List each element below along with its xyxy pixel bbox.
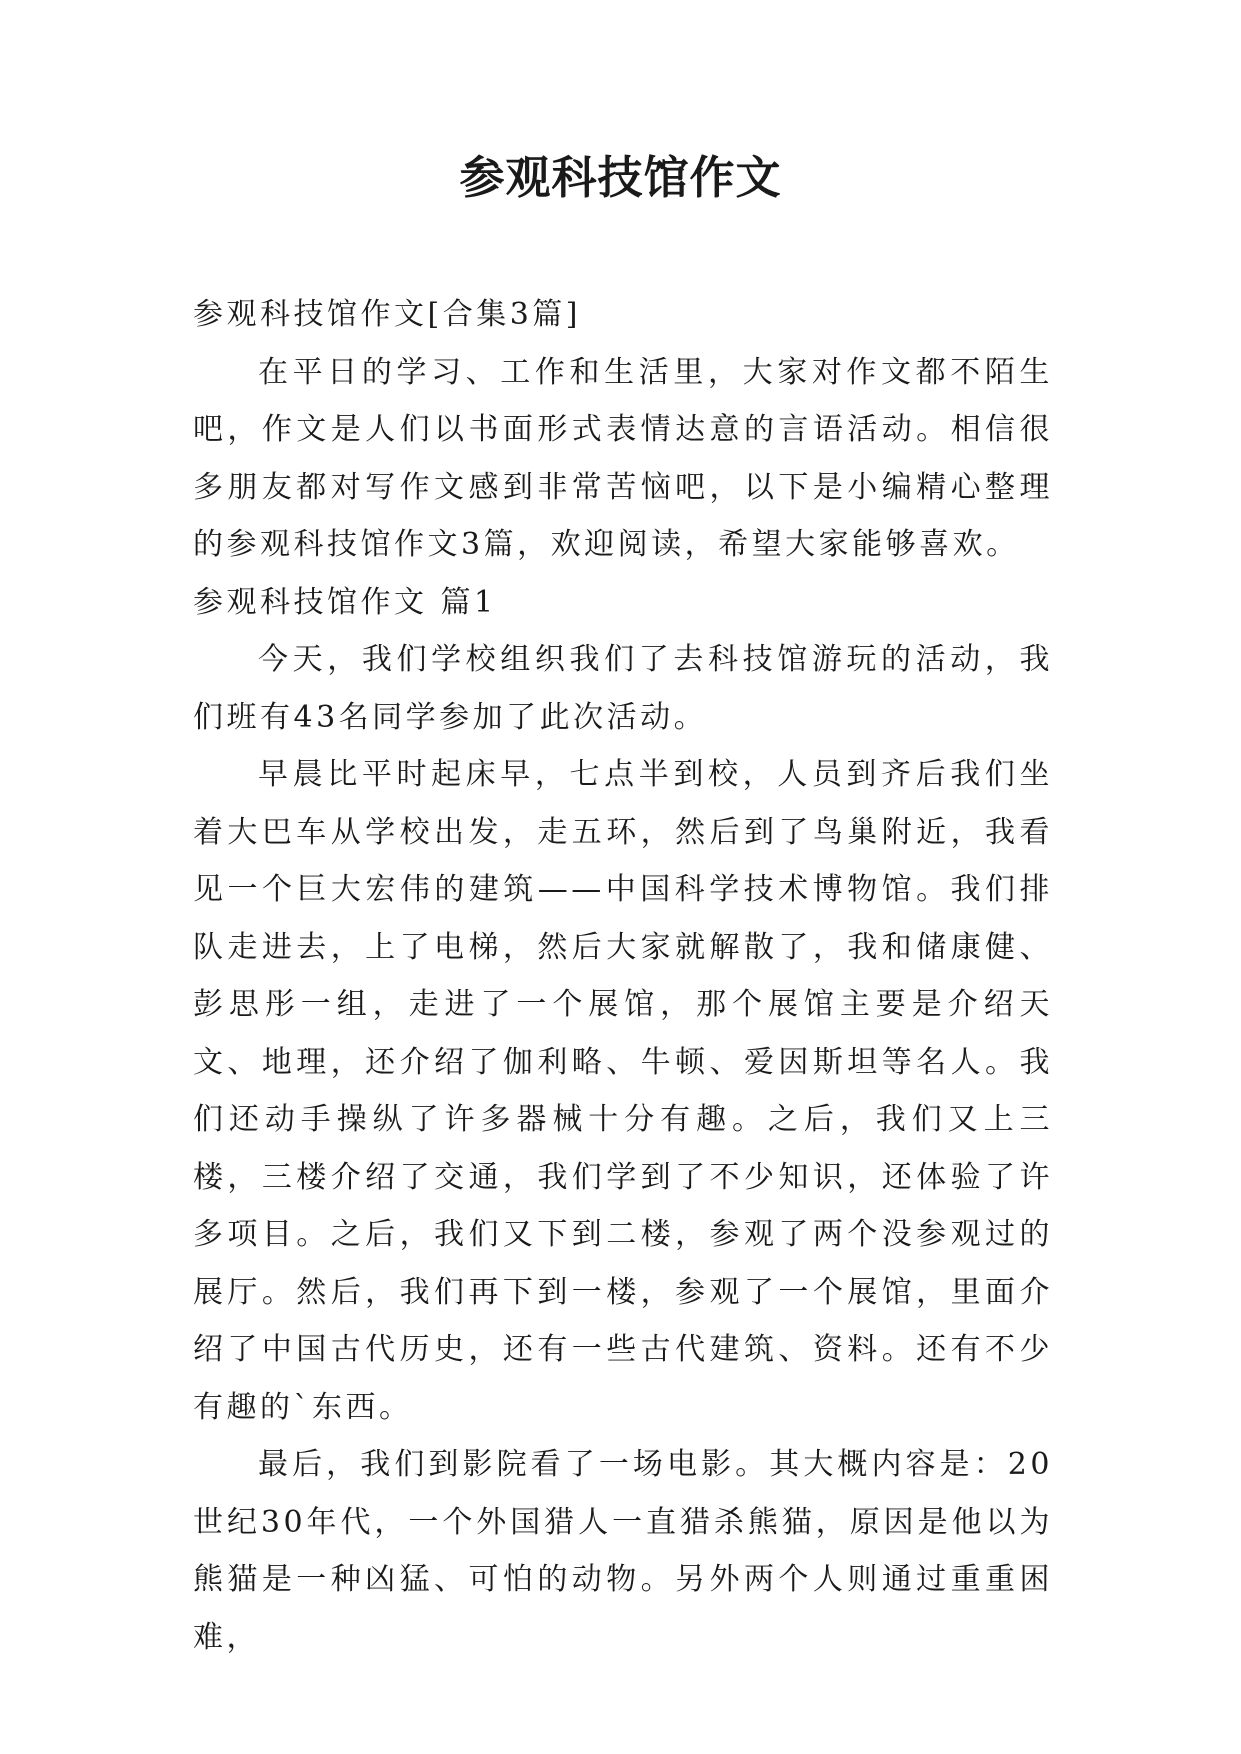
paragraph: 早晨比平时起床早，七点半到校，人员到齐后我们坐着大巴车从学校出发，走五环，然后到了鸟巢附近，我看见一个巨大宏伟的建筑——中国科学技术博物馆。我们排队走进去，上了电梯，然后大家就解散了，我和储康健、彭思彤一组，走进了一个展馆，那个展馆主要是介绍天文、地理，还介绍了伽利略、牛顿、爱因斯坦等名人。我们还动手操纵了许多器械十分有趣。之后，我们又上三楼，三楼介绍了交通，我们学到了不少知识，还体验了许多项目。之后，我们又下到二楼，参观了两个没参观过的展厅。然后，我们再下到一楼，参观了一个展馆，里面介绍了中国古代历史，还有一些古代建筑、资料。还有不少有趣的`东西。 [193, 757, 1053, 1425]
document-title: 参观科技馆作文 [459, 151, 782, 204]
paragraph: 参观科技馆作文[合集3篇] [193, 297, 581, 332]
paragraph: 在平日的学习、工作和生活里，大家对作文都不陌生吧，作文是人们以书面形式表情达意的言语活动。相信很多朋友都对写作文感到非常苦恼吧，以下是小编精心整理的参观科技馆作文3篇，欢迎阅读，希望大家能够喜欢。 [193, 354, 1053, 562]
paragraph: 今天，我们学校组织我们了去科技馆游玩的活动，我们班有43名同学参加了此次活动。 [193, 642, 1053, 735]
paragraph: 最后，我们到影院看了一场电影。其大概内容是：20世纪30年代，一个外国猎人一直猎杀熊猫，原因是他以为熊猫是一种凶猛、可怕的动物。另外两个人则通过重重困难， [193, 1447, 1053, 1655]
document-body [193, 286, 1053, 1666]
section-heading: 参观科技馆作文 篇1 [193, 584, 497, 620]
